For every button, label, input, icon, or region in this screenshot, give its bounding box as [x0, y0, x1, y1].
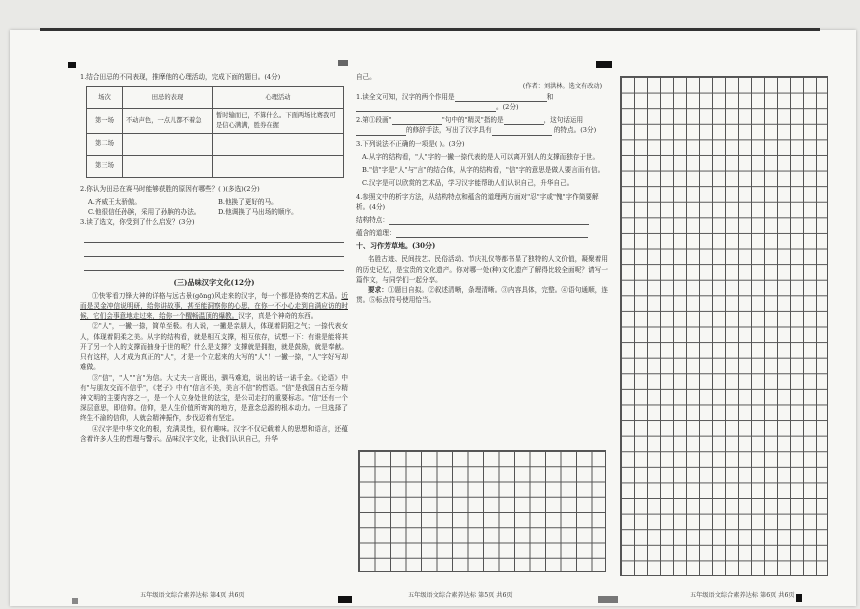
question-1: 1.读全文可知，汉字的两个作用是 和 。(2分): [356, 92, 554, 112]
question-3: 3.下列说法不正确的一项是( )。(3分): [356, 139, 465, 148]
table-header: 田忌的表现: [123, 87, 213, 109]
structure-answer: 结构特点：: [356, 215, 608, 225]
answer-blank[interactable]: [389, 224, 589, 225]
registration-mark: [68, 62, 76, 68]
registration-mark: [796, 594, 802, 602]
reading-paragraph: ①快零看刀锋大神的详格与远古景(gōng)风走来的汉字，每一个都是协奏的艺术品。近而是灵金冲信说明研，给你讲故事，甚至能洞察你的心思，在你一不小心走到自满应访的时候，它们会事意地走过来，给你一个醒畅温顶的爆教。汉字，真是个神奇的东西。: [80, 291, 348, 321]
page-4-column: [80, 72, 348, 444]
answer-blank[interactable]: [356, 135, 406, 136]
composition-grid-page-5[interactable]: [358, 450, 606, 572]
writing-requirements: 要求：①题目自拟。②叙述清晰，条理清晰。③内容具体，完整。④语句通顺，连贯。⑤标点符号使用恰当。: [356, 285, 609, 305]
option-a[interactable]: A.齐威王太骄傲。: [88, 197, 142, 206]
question-3: 3.读了选文，你受到了什么启发？(3分): [80, 218, 195, 227]
registration-mark: [598, 596, 618, 603]
table-cell: 第一场: [87, 109, 123, 134]
section-title: (三)品味汉字文化(12分): [173, 277, 255, 287]
option-a[interactable]: A.从字的结构看，"人"字的一撇一捺代表的是人可以离开别人的支撑而独存于世。: [362, 152, 600, 161]
writing-prompt: 名胜古迹、民间技艺、民俗活动、节庆礼仪等都书显了独特的人文价值，凝聚着用的历史记忆，是宝贵的文化遗产。你对哪一处(种)文化遗产了解得比较全面呢？请写一篇作文，与同学们一起分享。: [356, 255, 608, 284]
registration-mark: [596, 61, 612, 68]
page-5-footer: 五年级语文综合素养达标 第5页 共6页: [408, 592, 513, 599]
answer-cell[interactable]: [213, 133, 344, 155]
source-note: (作者：刘洪林。选文有改动): [522, 83, 602, 91]
answer-blank[interactable]: [455, 101, 547, 102]
question-1: 1.结合田忌的不同表现，推摩他的心理活动，完成下面的题目。(4分): [80, 73, 281, 81]
table-row: [87, 109, 344, 134]
composition-grid-page-6[interactable]: [620, 76, 828, 576]
answer-line[interactable]: [84, 245, 344, 257]
option-b[interactable]: B."信"字是"人"与"言"的结合体，从字的结构看，"信"字的意思是做人要言而有信。: [362, 166, 605, 175]
answer-cell[interactable]: [123, 133, 213, 155]
table-header: 场次: [87, 87, 123, 109]
continued-text: 自己。: [356, 73, 376, 81]
question-3-options: [356, 152, 608, 189]
table-header-row: [87, 87, 344, 109]
page-4-footer: 五年级语文综合素养达标 第4页 共6页: [140, 592, 245, 599]
table-header: 心理活动: [213, 87, 344, 109]
answer-blank[interactable]: [356, 111, 496, 112]
page-5-column: [356, 72, 608, 305]
answer-blank[interactable]: [504, 124, 544, 125]
question-4: 4.参照文中的析字方法，从结构特点和蕴含的道理两方面对"忍"字或"愧"字作简要解析。(4分): [356, 192, 599, 211]
table-row: [87, 133, 344, 155]
underlined-sentence: 近而是灵金冲信说明研，给你讲故事，甚至能洞察你的心思，在你一不小心走到自满应访的时候，它们会事意地走过来，给你一个醒畅温顶的爆教。: [80, 291, 348, 321]
table-cell: 第二场: [87, 133, 123, 155]
meaning-answer: 蕴含的道理：: [356, 228, 608, 238]
question-2-options: [80, 197, 348, 217]
answer-line[interactable]: [84, 231, 344, 243]
page-6-footer: 五年级语文综合素养达标 第6页 共6页: [690, 592, 795, 599]
psychology-table: [86, 86, 344, 178]
answer-cell[interactable]: [123, 155, 213, 177]
answer-line[interactable]: [84, 259, 344, 271]
registration-mark: [338, 60, 348, 66]
table-cell: 第三场: [87, 155, 123, 177]
table-cell: 暂时输而已，不算什么。下面两场比赛我可是信心满满，胜券在握: [213, 109, 344, 134]
table-cell: 不动声色，一点儿都不着急: [123, 109, 213, 134]
option-b[interactable]: B.他换了更好的马。: [218, 197, 278, 206]
reading-paragraph: ④汉字是中华文化的根，充满灵性，很有趣味。汉字不仅记载着人的思想和语言，还蕴含着许多人生的哲理与警示。品味汉字文化，让我们认识自己，升华: [80, 424, 348, 443]
question-2: 2.你认为田忌在赛马时能够获胜的原因有哪些？( )(多选)(2分): [80, 184, 260, 193]
table-row: [87, 155, 344, 177]
answer-blank[interactable]: [396, 237, 588, 238]
question-2: 2.第①段画" "句中的"精灵"指的是 ，这句话运用 的修辞手法，写出了汉字具有 的特点。(3分): [356, 116, 597, 135]
reading-paragraph: ②"人"，一撇一捺，简单至极。有人说，一撇是亲朋人，体现着阴阳之气；一捺代表女人，体现着阴柔之美。从字的结构看，就是相互支撑，相互依存，试想一下：有谁是能将其开了另一个人的支撑而抽身于世的呢？什么是支撑？支撑就是拥抱，就是鼓励，就是奉献。只有这样，人才成为真正的"人"，才是一个立起来的大写的"人"！一撇一捺，"人"字好写却难做。: [80, 322, 348, 372]
option-c[interactable]: C.他很信任孙膑，采用了孙膑的办法。: [88, 208, 201, 217]
answer-cell[interactable]: [213, 155, 344, 177]
option-c[interactable]: C.汉字是可以欣赏的艺术品，学习汉字能帮助人们认识自己，升华自己。: [362, 179, 574, 188]
registration-mark: [72, 598, 78, 604]
reading-paragraph: ③"信"，"人""言"为信。大丈夫一言既出，驷马难追，说出的话一诺千金。《论语》中有"与朋友交而不信乎"，《老子》中有"信言不美，美言不信"的哲语。"信"是我国自古至今精神文明的主要内容之一，是一个人立身处世的法宝，是公司走打的重要标志。"信"还有一个深层意思，即信仰。信仰，是人生价值所寄寓的地方，是意念总源的根本动力。一旦选择了终生不渝的信仰，人就会精神振作，步伐迈着有坚定。: [80, 373, 348, 423]
answer-blank[interactable]: [492, 135, 552, 136]
paper-top-edge: [40, 28, 820, 31]
option-d[interactable]: D.他调换了马出场的顺序。: [218, 208, 298, 217]
registration-mark: [338, 596, 352, 603]
writing-section-title: 十、习作芳草地。(30分): [356, 241, 436, 251]
